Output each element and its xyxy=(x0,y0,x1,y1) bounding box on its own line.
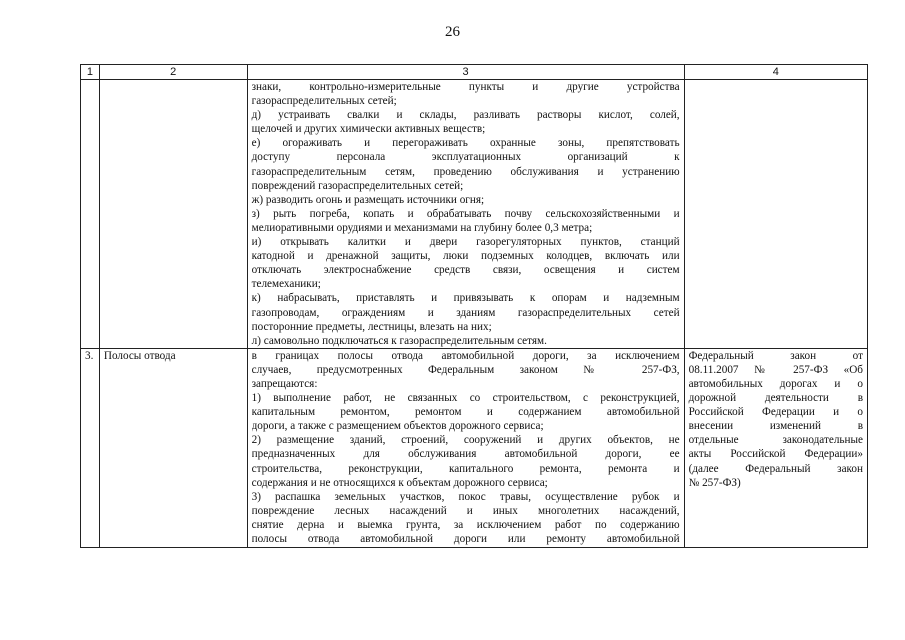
text-line: в границах полосы отвода автомобильной дороги, за исключением xyxy=(251,349,680,362)
column-header-2: 2 xyxy=(99,65,247,80)
table-header-row xyxy=(81,65,868,80)
cell-prohibitions-continued xyxy=(247,80,684,349)
text-line: дороги, а также с размещением объектов дорожного сервиса; xyxy=(251,420,544,433)
text-line: Федеральный закон от xyxy=(688,349,863,362)
text-line: повреждение лесных насаждений и иных многолетних насаждений, xyxy=(251,504,680,517)
column-header-3: 3 xyxy=(247,65,684,80)
text-line: мелиоративными орудиями и механизмами на глубину более 0,3 метра; xyxy=(251,221,593,234)
row-number: 3. xyxy=(81,348,100,547)
text-line: 3) распашка земельных участков, покос травы, осуществление рубок и xyxy=(251,490,680,503)
text-line: щелочей и других химически активных веществ; xyxy=(251,123,486,136)
text-line: катодной и дренажной защиты, люки подземных колодцев, включать или xyxy=(251,250,680,263)
text-line: телемеханики; xyxy=(251,278,321,291)
regulation-table xyxy=(80,64,868,548)
text-line: знаки, контрольно-измерительные пункты и другие устройства xyxy=(251,81,680,93)
page-number: 26 xyxy=(445,24,460,40)
table-row-3 xyxy=(81,348,868,547)
cell-legal-source xyxy=(684,348,867,547)
text-line: предназначенных для обслуживания автомобильной дороги, ее xyxy=(251,448,680,461)
column-header-4: 4 xyxy=(684,65,867,80)
text-line: к) набрасывать, приставлять и привязывать к опорам и надземным xyxy=(251,292,680,305)
text-line: отдельные законодательные xyxy=(688,434,863,447)
text-line: посторонние предметы, лестницы, влезать на них; xyxy=(251,320,492,333)
cell-prohibitions xyxy=(247,348,684,547)
text-line: повреждений газораспределительных сетей; xyxy=(251,179,464,192)
cell-source-empty xyxy=(684,80,867,349)
text-line: капитальным ремонтом, ремонтом и содержанием автомобильной xyxy=(251,406,680,419)
table-row-continuation xyxy=(81,80,868,349)
zone-name: Полосы отвода xyxy=(99,348,247,547)
text-line: е) огораживать и перегораживать охранные зоны, препятствовать xyxy=(251,137,680,150)
text-line: отключать электроснабжение средств связи, освещения и систем xyxy=(251,264,680,277)
column-header-1: 1 xyxy=(81,65,100,80)
text-line: д) устраивать свалки и склады, разливать растворы кислот, солей, xyxy=(251,109,680,122)
text-line: полосы отвода автомобильной дороги или ремонту автомобильной xyxy=(251,533,680,545)
text-line: автомобильных дорогах и о xyxy=(688,377,863,390)
text-line: случаев, предусмотренных Федеральным законом № 257-ФЗ, xyxy=(251,363,680,376)
text-line: содержания и не относящихся к объектам дорожного сервиса; xyxy=(251,476,548,489)
text-line: (далее Федеральный закон xyxy=(688,462,863,475)
text-line: газораспределительных сетей; xyxy=(251,95,397,108)
text-line: внесении изменений в xyxy=(688,420,863,433)
text-line: газопроводам, ограждениям и зданиям газораспределительных сетей xyxy=(251,306,680,319)
text-line: № 257-ФЗ) xyxy=(688,476,741,489)
text-line: запрещаются: xyxy=(251,377,318,390)
text-line: доступу персонала эксплуатационных организаций к xyxy=(251,151,680,164)
text-line: 1) выполнение работ, не связанных со строительством, с реконструкцией, xyxy=(251,392,680,405)
text-line: снятие дерна и выемка грунта, за исключением работ по содержанию xyxy=(251,518,680,531)
cell-name-empty xyxy=(99,80,247,349)
text-line: дорожной деятельности в xyxy=(688,392,863,405)
text-line: акты Российской Федерации» xyxy=(688,448,863,461)
text-line: 2) размещение зданий, строений, сооружений и других объектов, не xyxy=(251,434,680,447)
text-line: з) рыть погреба, копать и обрабатывать почву сельскохозяйственными и xyxy=(251,207,680,220)
text-line: Российской Федерации и о xyxy=(688,406,863,419)
text-line: 08.11.2007 № 257-ФЗ «Об xyxy=(688,363,863,376)
text-line: строительства, реконструкции, капитального ремонта, ремонта и xyxy=(251,462,680,475)
text-line: л) самовольно подключаться к газораспределительным сетям. xyxy=(251,334,547,347)
text-line: газораспределительным сетям, проведению обслуживания и устранению xyxy=(251,165,680,178)
text-line: ж) разводить огонь и размещать источники огня; xyxy=(251,193,485,206)
text-line: и) открывать калитки и двери газорегуляторных пунктов, станций xyxy=(251,236,680,249)
cell-number-empty xyxy=(81,80,100,349)
